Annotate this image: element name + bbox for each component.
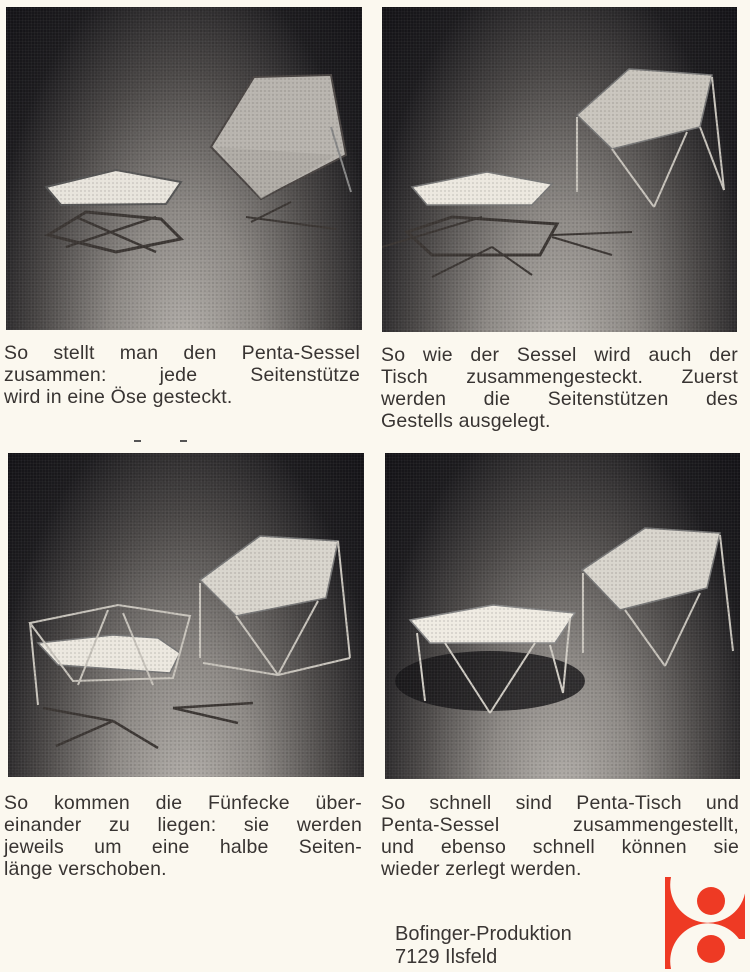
caption-line: Tisch zusammengesteckt. Zuerst	[381, 366, 738, 388]
photo-table-assembly-step-2	[382, 7, 737, 332]
caption-step-1	[4, 342, 360, 408]
print-mark	[134, 440, 141, 442]
caption-line: Gestells ausgelegt.	[381, 410, 551, 432]
company-address: 7129 Ilsfeld	[395, 946, 498, 968]
caption-line: und ebenso schnell können sie	[381, 836, 739, 858]
photo-chair-assembly-step-1	[6, 7, 362, 330]
photo-frame-stacking-step-3	[8, 453, 364, 777]
chair-and-table-illustration	[382, 7, 737, 332]
caption-line: So kommen die Fünfecke über-	[4, 792, 362, 814]
caption-line: So schnell sind Penta-Tisch und	[381, 792, 739, 814]
caption-line: So stellt man den Penta-Sessel	[4, 342, 360, 364]
caption-line: wird in eine Öse gesteckt.	[4, 386, 233, 408]
caption-line: zusammen: jede Seitenstütze	[4, 364, 360, 386]
caption-step-2	[381, 344, 738, 432]
caption-line: werden die Seitenstützen des	[381, 388, 738, 410]
print-mark	[180, 440, 187, 442]
caption-line: So wie der Sessel wird auch der	[381, 344, 738, 366]
caption-line: einander zu liegen: sie werden	[4, 814, 362, 836]
caption-line: länge verschoben.	[4, 858, 167, 880]
bofinger-logo-icon	[665, 877, 745, 969]
caption-line: wieder zerlegt werden.	[381, 858, 582, 880]
caption-step-4	[381, 792, 739, 880]
caption-line: Penta-Sessel zusammengestellt,	[381, 814, 739, 836]
chair-and-table-illustration	[6, 7, 362, 330]
photo-assembled-step-4	[385, 453, 740, 779]
company-info	[395, 923, 572, 969]
chair-and-table-illustration	[385, 453, 740, 779]
chair-and-table-illustration	[8, 453, 364, 777]
company-name: Bofinger-Produktion	[395, 923, 572, 945]
caption-line: jeweils um eine halbe Seiten-	[4, 836, 362, 858]
caption-step-3	[4, 792, 362, 880]
